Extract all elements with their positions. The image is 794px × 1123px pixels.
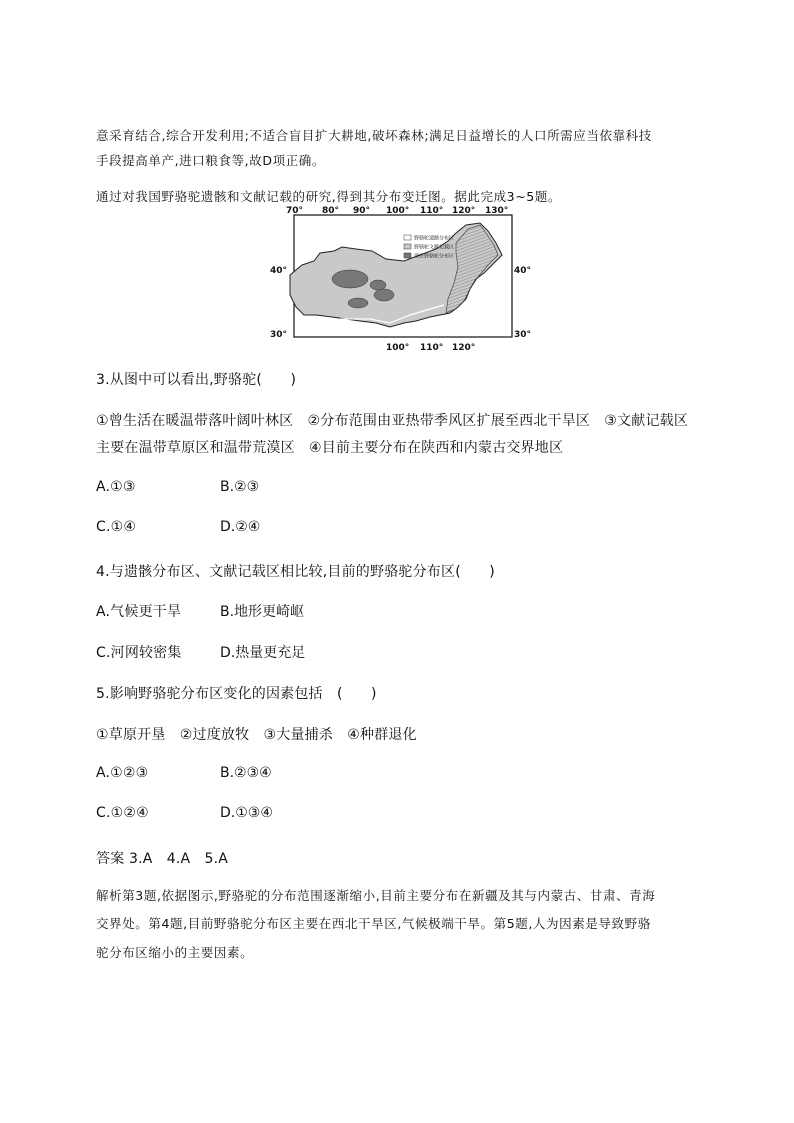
lon-bottom-120: 120° [452, 343, 476, 353]
q4-option-d: D.热量更充足 [220, 645, 306, 661]
question-prompt: 通过对我国野骆驼遗骸和文献记载的研究,得到其分布变迁图。据此完成3~5题。 [96, 189, 562, 204]
lon-label-120: 120° [452, 206, 476, 216]
lat-right-30: 30° [514, 330, 532, 340]
legend-swatch-remains [404, 235, 411, 240]
analysis-line-3: 驼分布区缩小的主要因素。 [96, 945, 254, 960]
analysis-line-1: 解析第3题,依据图示,野骆驼的分布范围逐渐缩小,目前主要分布在新疆及其与内蒙古、甘肃、青海 [96, 888, 656, 903]
lat-right-40: 40° [514, 266, 532, 276]
q3-option-d: D.②④ [220, 519, 261, 535]
lon-label-110: 110° [420, 206, 444, 216]
lon-bottom-100: 100° [386, 343, 410, 353]
q4-option-b: B.地形更崎岖 [220, 604, 305, 620]
q5-option-d: D.①③④ [220, 805, 273, 821]
q4-stem: 4.与遗骸分布区、文献记载区相比较,目前的野骆驼分布区( ) [96, 564, 495, 580]
q5-stem: 5.影响野骆驼分布区变化的因素包括 ( ) [96, 686, 377, 702]
q5-option-c: C.①②④ [96, 805, 149, 821]
legend-records: 野骆驼文献记载区 [414, 244, 455, 251]
lon-bottom-110: 110° [420, 343, 444, 353]
current-area-3 [348, 298, 368, 308]
lon-label-80: 80° [322, 206, 340, 216]
q3-option-c: C.①④ [96, 519, 137, 535]
q5-option-a: A.①②③ [96, 765, 149, 781]
q5-statements: ①草原开垦 ②过度放牧 ③大量捕杀 ④种群退化 [96, 727, 417, 743]
q3-stem: 3.从图中可以看出,野骆驼( ) [96, 372, 297, 388]
legend-swatch-current [404, 253, 411, 258]
lat-left-40: 40° [270, 266, 288, 276]
intro-line-1: 意采育结合,综合开发利用;不适合盲目扩大耕地,破坏森林;满足日益增长的人口所需应当依靠科技 [96, 128, 652, 143]
intro-line-2: 手段提高单产,进口粮食等,故D项正确。 [96, 153, 325, 168]
q4-option-a: A.气候更干旱 [96, 604, 182, 620]
lon-label-100: 100° [386, 206, 410, 216]
q4-option-c: C.河网较密集 [96, 645, 182, 661]
current-area-1 [332, 270, 368, 288]
analysis-line-2: 交界处。第4题,目前野骆驼分布区主要在西北干旱区,气候极端干旱。第5题,人为因素是导致野骆 [96, 916, 651, 931]
lon-label-90: 90° [353, 206, 371, 216]
q3-option-a: A.①③ [96, 479, 136, 495]
legend-current: 现在野骆驼分布区 [414, 253, 455, 260]
camel-distribution-map [270, 203, 532, 355]
current-area-4 [370, 280, 386, 290]
lon-label-70: 70° [286, 206, 304, 216]
lat-left-30: 30° [270, 330, 288, 340]
q3-statements-2: 主要在温带草原区和温带荒漠区 ④目前主要分布在陕西和内蒙古交界地区 [96, 440, 564, 456]
lon-label-130: 130° [485, 206, 509, 216]
legend-remains: 野骆驼遗骸分布区 [414, 235, 455, 242]
q5-option-b: B.②③④ [220, 765, 272, 781]
legend-swatch-records [404, 244, 411, 249]
q3-option-b: B.②③ [220, 479, 260, 495]
q3-statements-1: ①曾生活在暖温带落叶阔叶林区 ②分布范围由亚热带季风区扩展至西北干旱区 ③文献记载区 [96, 413, 689, 429]
answer-line: 答案 3.A 4.A 5.A [96, 851, 229, 867]
current-area-2 [374, 289, 394, 301]
bottom-longitude-labels [386, 343, 475, 353]
